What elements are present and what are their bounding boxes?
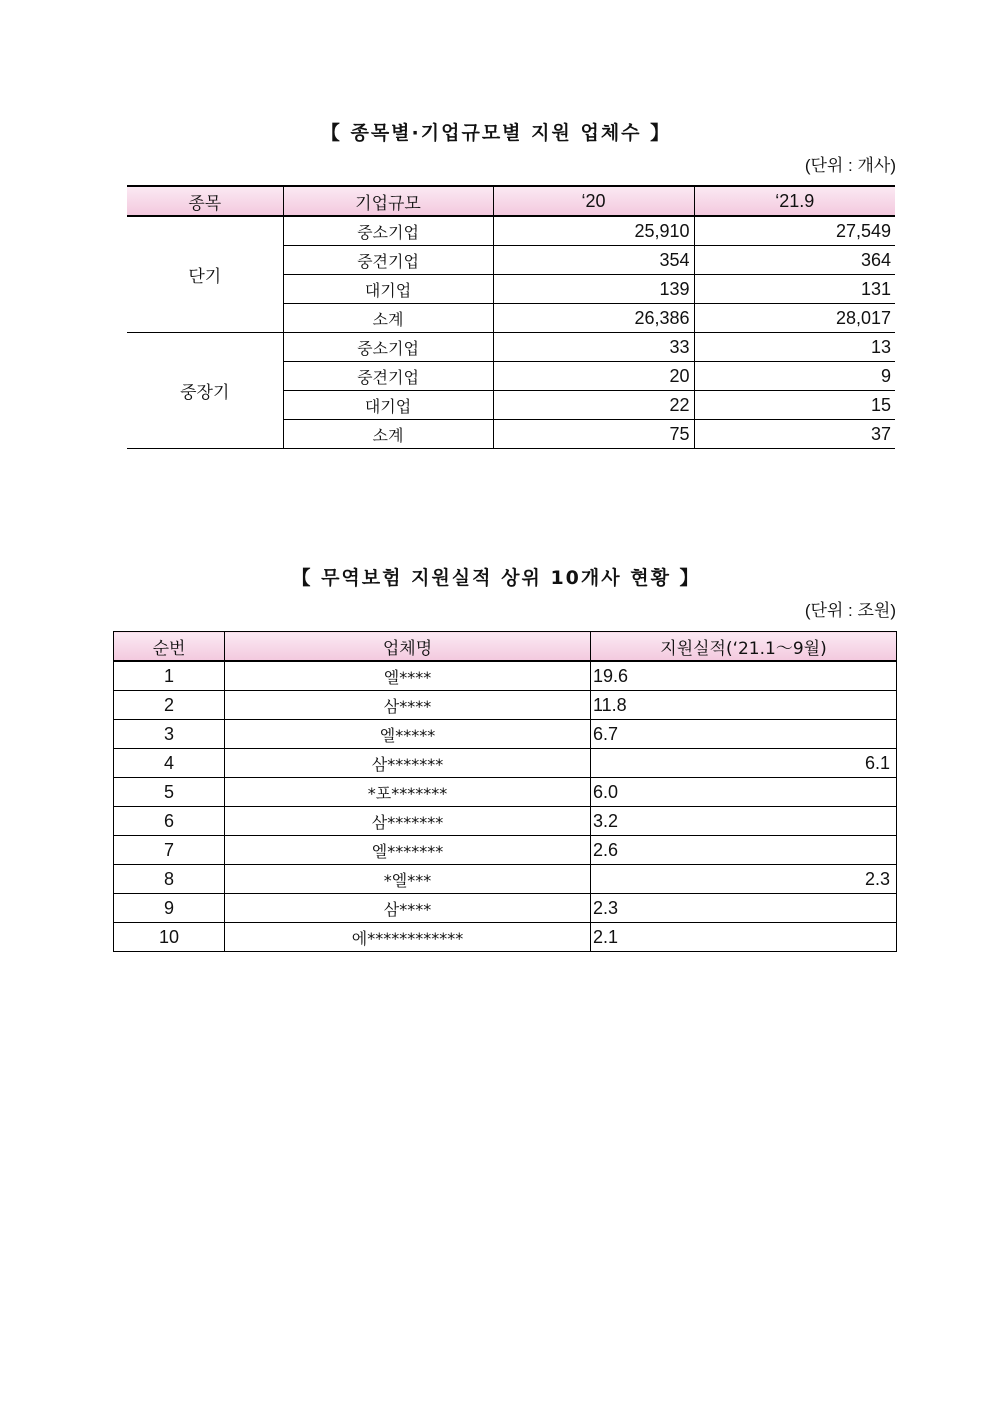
value-2021: 131	[694, 275, 895, 304]
company-size: 중소기업	[283, 333, 493, 362]
rank-cell: 4	[114, 749, 225, 778]
table-row	[114, 836, 897, 865]
value-2020: 26,386	[493, 304, 694, 333]
section1-unit: (단위 : 개사)	[804, 156, 896, 175]
rank-cell: 8	[114, 865, 225, 894]
value-2020: 22	[493, 391, 694, 420]
table-row	[114, 691, 897, 720]
company-name-cell: 삼*******	[225, 749, 591, 778]
header-performance: 지원실적(‘21.1～9월)	[591, 632, 897, 662]
table-header-row	[114, 632, 897, 662]
table-row	[114, 865, 897, 894]
group-short-term: 단기	[127, 216, 283, 333]
company-name-cell: 엘*****	[225, 720, 591, 749]
table-row	[114, 894, 897, 923]
performance-cell: 19.6	[591, 661, 897, 691]
company-count-table	[127, 185, 895, 449]
value-2020: 25,910	[493, 216, 694, 246]
table-row	[114, 749, 897, 778]
company-name-cell: 에************	[225, 923, 591, 952]
table-row	[114, 661, 897, 691]
table-header-row	[127, 186, 895, 216]
performance-cell: 2.3	[591, 865, 897, 894]
table-row	[127, 216, 895, 246]
header-category: 종목	[127, 186, 283, 216]
rank-cell: 7	[114, 836, 225, 865]
performance-cell: 11.8	[591, 691, 897, 720]
rank-cell: 9	[114, 894, 225, 923]
performance-cell: 6.0	[591, 778, 897, 807]
value-2021: 37	[694, 420, 895, 449]
value-2020: 75	[493, 420, 694, 449]
header-rank: 순번	[114, 632, 225, 662]
rank-cell: 10	[114, 923, 225, 952]
performance-cell: 6.7	[591, 720, 897, 749]
value-2021: 27,549	[694, 216, 895, 246]
company-name-cell: 엘*******	[225, 836, 591, 865]
table-row	[127, 333, 895, 362]
rank-cell: 6	[114, 807, 225, 836]
header-2021-9: ‘21.9	[694, 186, 895, 216]
top10-companies-table	[113, 631, 897, 952]
section2-unit: (단위 : 조원)	[804, 601, 896, 620]
section1-title: 【 종목별·기업규모별 지원 업체수 】	[320, 122, 672, 144]
table-row	[114, 778, 897, 807]
company-name-cell: 삼****	[225, 894, 591, 923]
header-company-size: 기업규모	[283, 186, 493, 216]
company-name-cell: 엘****	[225, 661, 591, 691]
company-size: 대기업	[283, 391, 493, 420]
header-company-name: 업체명	[225, 632, 591, 662]
company-size: 대기업	[283, 275, 493, 304]
company-size: 소계	[283, 420, 493, 449]
value-2020: 354	[493, 246, 694, 275]
company-name-cell: 삼****	[225, 691, 591, 720]
value-2020: 33	[493, 333, 694, 362]
company-name-cell: *엘***	[225, 865, 591, 894]
table-row	[114, 720, 897, 749]
rank-cell: 2	[114, 691, 225, 720]
company-size: 중소기업	[283, 216, 493, 246]
company-name-cell: *포*******	[225, 778, 591, 807]
performance-cell: 3.2	[591, 807, 897, 836]
company-size: 소계	[283, 304, 493, 333]
group-long-term: 중장기	[127, 333, 283, 449]
rank-cell: 5	[114, 778, 225, 807]
header-2020: ‘20	[493, 186, 694, 216]
company-size: 중견기업	[283, 362, 493, 391]
value-2020: 139	[493, 275, 694, 304]
table-row	[114, 923, 897, 952]
value-2020: 20	[493, 362, 694, 391]
performance-cell: 2.3	[591, 894, 897, 923]
value-2021: 15	[694, 391, 895, 420]
rank-cell: 3	[114, 720, 225, 749]
value-2021: 28,017	[694, 304, 895, 333]
value-2021: 13	[694, 333, 895, 362]
company-name-cell: 삼*******	[225, 807, 591, 836]
company-size: 중견기업	[283, 246, 493, 275]
table-row	[114, 807, 897, 836]
performance-cell: 6.1	[591, 749, 897, 778]
section2-title: 【 무역보험 지원실적 상위 10개사 현황 】	[291, 567, 701, 589]
performance-cell: 2.1	[591, 923, 897, 952]
value-2021: 364	[694, 246, 895, 275]
value-2021: 9	[694, 362, 895, 391]
performance-cell: 2.6	[591, 836, 897, 865]
rank-cell: 1	[114, 661, 225, 691]
